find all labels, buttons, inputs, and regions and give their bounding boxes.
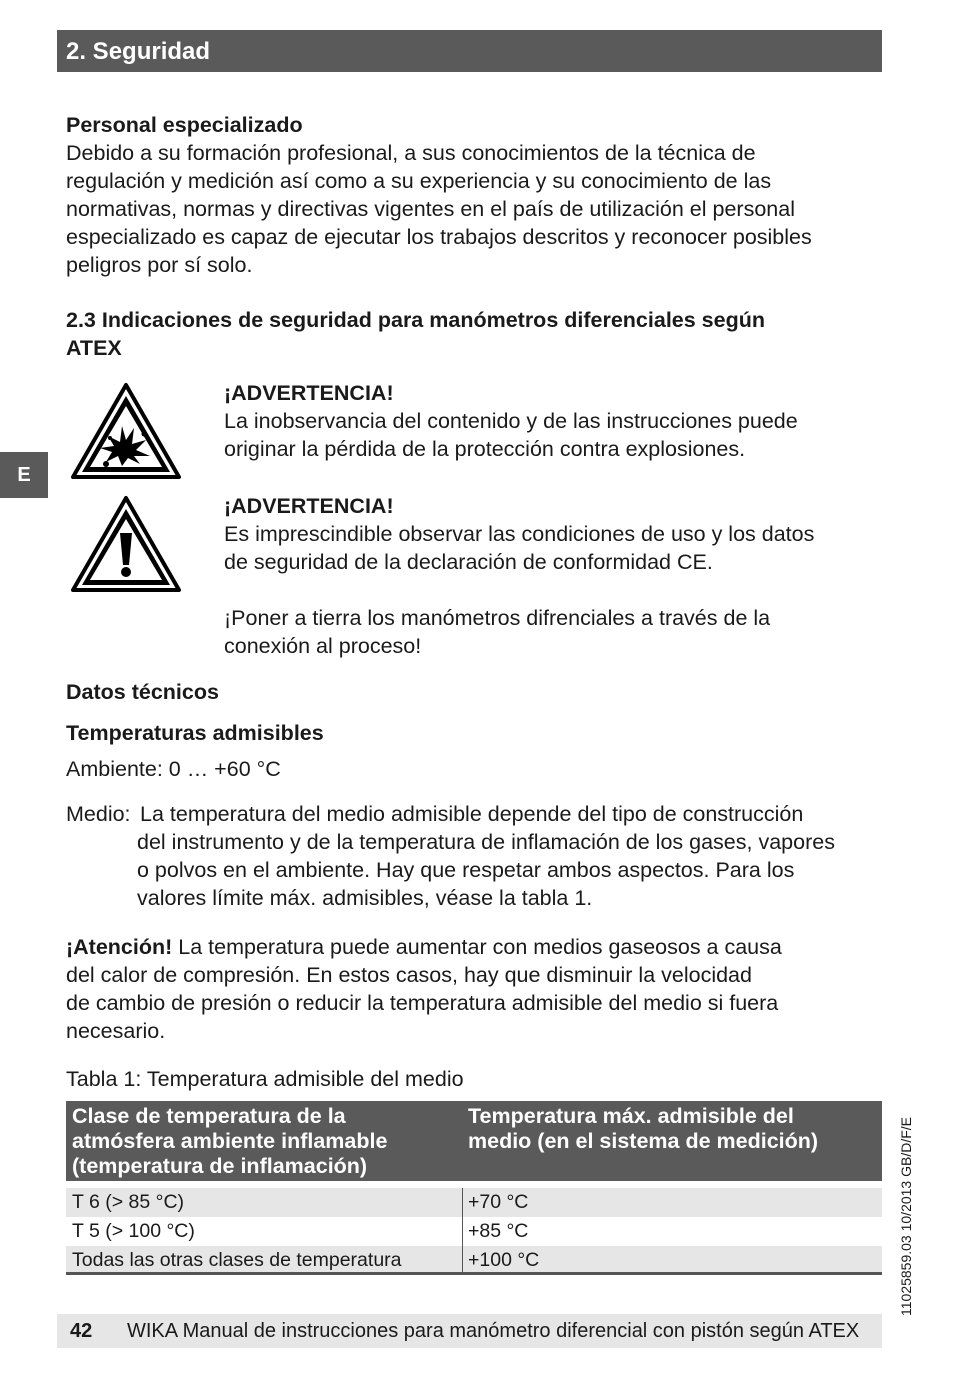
datos-heading: Datos técnicos [66, 680, 219, 704]
medio-line: La temperatura del medio admisible depende del tipo de construcción [140, 802, 804, 826]
personal-line: especializado es capaz de ejecutar los trabajos descritos y reconocer posibles [66, 225, 812, 249]
table-row [66, 1246, 882, 1275]
section-title: 2. Seguridad [66, 38, 211, 65]
atencion-line: de cambio de presión o reducir la temperatura admisible del medio si fuera [66, 991, 779, 1015]
medio-text [137, 800, 882, 912]
warning-2-line: de seguridad de la declaración de conformidad CE. [224, 550, 713, 574]
table-cell: +85 °C [468, 1220, 529, 1242]
exclamation-warning-icon [70, 495, 182, 593]
temperature-table [66, 1101, 882, 1275]
section-2-3-line: 2.3 Indicaciones de seguridad para manómetros diferenciales según [66, 308, 765, 332]
warning-2-title: ¡ADVERTENCIA! [224, 494, 394, 518]
ambiente-text: Ambiente: 0 … +60 °C [66, 757, 281, 781]
warning-1-line: originar la pérdida de la protección contra explosiones. [224, 437, 746, 461]
atencion-line: necesario. [66, 1019, 166, 1043]
personal-line: regulación y medición así como a su experiencia y su conocimiento de las [66, 169, 772, 193]
header-line: Clase de temperatura de la [72, 1104, 346, 1128]
personal-paragraph [66, 139, 866, 279]
personal-line: peligros por sí solo. [66, 253, 253, 277]
table-header-col2 [468, 1104, 868, 1154]
table-row [66, 1188, 882, 1217]
page-footer [57, 1314, 882, 1348]
warning-1-line: La inobservancia del contenido y de las instrucciones puede [224, 409, 798, 433]
explosion-warning-icon [70, 382, 182, 480]
section-2-3-heading [66, 306, 866, 362]
header-line: atmósfera ambiente inflamable [72, 1129, 388, 1153]
warning-1 [224, 379, 874, 463]
header-line: medio (en el sistema de medición) [468, 1129, 819, 1153]
table-cell: +70 °C [468, 1191, 529, 1213]
medio-line: del instrumento y de la temperatura de inflamación de los gases, vapores [137, 830, 835, 854]
personal-line: normativas, normas y directivas vigentes en el país de utilización el personal [66, 197, 795, 221]
atencion-label: ¡Atención! [66, 935, 173, 959]
table-cell: Todas las otras clases de temperatura [72, 1249, 402, 1271]
footer-text: WIKA Manual de instrucciones para manómetro diferencial con pistón según ATEX [127, 1320, 860, 1342]
atencion-line: del calor de compresión. En estos casos, hay que disminuir la velocidad [66, 963, 752, 987]
temperaturas-heading: Temperaturas admisibles [66, 721, 324, 745]
atencion-line: La temperatura puede aumentar con medios gaseosos a causa [172, 935, 782, 959]
section-header [57, 30, 882, 72]
section-2-3-line: ATEX [66, 336, 122, 360]
warning-2 [224, 492, 874, 660]
medio-line: o polvos en el ambiente. Hay que respetar ambos aspectos. Para los [137, 858, 795, 882]
table-header [66, 1101, 882, 1181]
atencion-paragraph [66, 933, 866, 1045]
warning-2-line: ¡Poner a tierra los manómetros difrenciales a través de la [224, 606, 771, 630]
table-cell: +100 °C [468, 1249, 540, 1271]
document-code: 11025859.03 10/2013 GB/D/F/E [898, 1117, 914, 1316]
personal-heading: Personal especializado [66, 113, 303, 137]
warning-1-title: ¡ADVERTENCIA! [224, 381, 394, 405]
personal-line: Debido a su formación profesional, a sus conocimientos de la técnica de [66, 141, 756, 165]
table-row [66, 1217, 882, 1246]
table-cell: T 5 (> 100 °C) [72, 1220, 195, 1242]
medio-label: Medio: [66, 802, 131, 826]
medio-line: valores límite máx. admisibles, véase la tabla 1. [137, 886, 593, 910]
page-number: 42 [70, 1320, 93, 1342]
table-header-col1 [72, 1104, 452, 1179]
table-cell: T 6 (> 85 °C) [72, 1191, 185, 1213]
warning-2-line: Es imprescindible observar las condiciones de uso y los datos [224, 522, 815, 546]
table-caption: Tabla 1: Temperatura admisible del medio [66, 1067, 464, 1091]
warning-2-line: conexión al proceso! [224, 634, 422, 658]
header-line: (temperatura de inflamación) [72, 1154, 368, 1178]
header-line: Temperatura máx. admisible del [468, 1104, 794, 1128]
language-tab: E [0, 452, 48, 498]
